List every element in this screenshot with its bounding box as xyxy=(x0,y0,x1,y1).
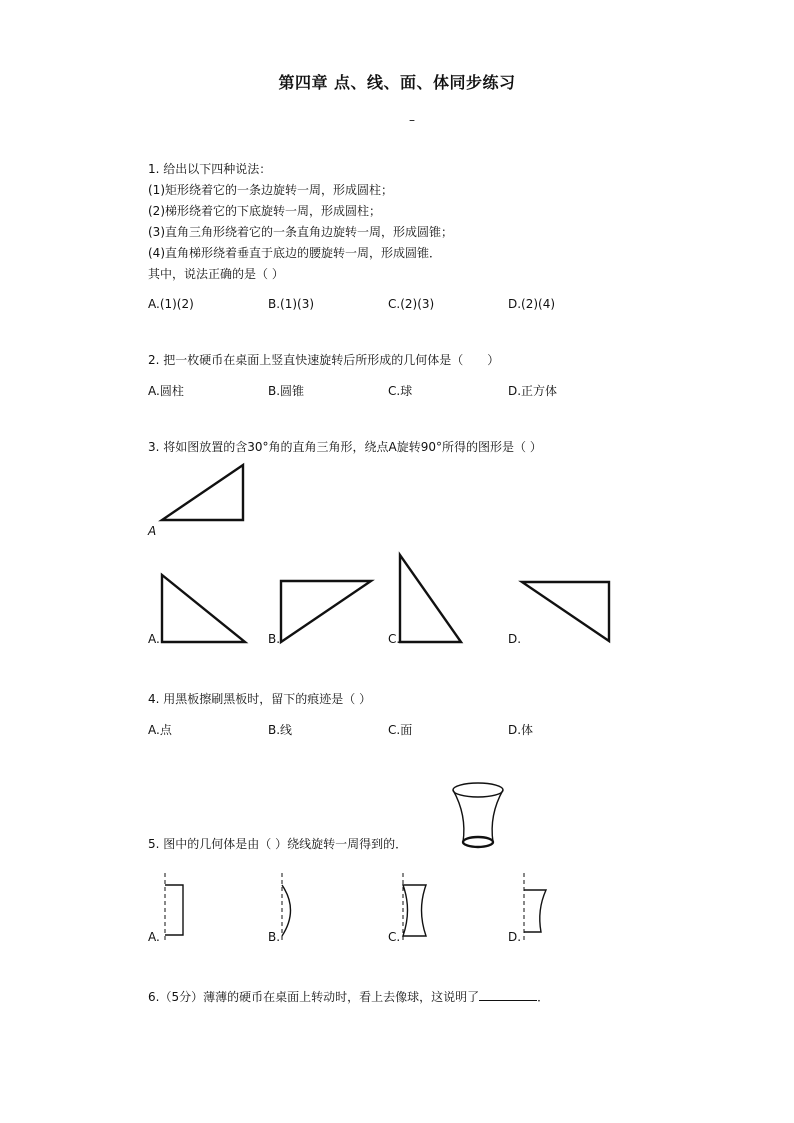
q4-option-a: A.点 xyxy=(148,723,172,737)
q6-end: ． xyxy=(537,990,550,1004)
q5-option-c-shape xyxy=(395,870,435,945)
q1-option-d: D.(2)(4) xyxy=(508,297,556,311)
q2-option-b: B.圆锥 xyxy=(268,384,305,398)
q5-option-a-shape xyxy=(158,870,198,945)
q4-option-d: D.体 xyxy=(508,723,534,737)
q1-statement-4: (4)直角梯形绕着垂直于底边的腰旋转一周，形成圆锥． xyxy=(148,246,442,260)
q3-option-a-triangle xyxy=(155,570,255,650)
q3-reference-triangle xyxy=(150,460,250,535)
q1-stem: 1. 给出以下四种说法： xyxy=(148,162,272,176)
q5-option-d: D. xyxy=(508,930,522,944)
q3-option-b: B. xyxy=(268,632,281,646)
q6-stem: 6.（5分）薄薄的硬币在桌面上转动时，看上去像球，这说明了 xyxy=(148,990,480,1004)
q1-question: 其中，说法正确的是（ ） xyxy=(148,267,284,281)
q3-point-a-label: A xyxy=(148,524,157,538)
q1-statement-2: (2)梯形绕着它的下底旋转一周，形成圆柱； xyxy=(148,204,381,218)
q4-option-b: B.线 xyxy=(268,723,293,737)
q3-option-d: D. xyxy=(508,632,522,646)
dash-mark: – xyxy=(409,113,415,127)
q3-option-a: A. xyxy=(148,632,160,646)
q2-option-c: C.球 xyxy=(388,384,413,398)
q5-option-b-shape xyxy=(277,870,317,945)
q4-option-c: C.面 xyxy=(388,723,413,737)
q1-option-b: B.(1)(3) xyxy=(268,297,315,311)
q3-option-b-triangle xyxy=(275,575,380,650)
q2-option-a: A.圆柱 xyxy=(148,384,184,398)
q3-option-c: C. xyxy=(388,632,401,646)
q5-option-b: B. xyxy=(268,930,281,944)
q3-option-d-triangle xyxy=(515,575,620,650)
q2-option-d: D.正方体 xyxy=(508,384,558,398)
q1-statement-1: (1)矩形绕着它的一条边旋转一周，形成圆柱； xyxy=(148,183,393,197)
q1-statement-3: (3)直角三角形绕着它的一条直角边旋转一周，形成圆锥； xyxy=(148,225,454,239)
q4-stem: 4. 用黑板擦刷黑板时，留下的痕迹是（ ） xyxy=(148,692,372,706)
q6-answer-blank[interactable] xyxy=(479,987,537,1001)
q5-option-a: A. xyxy=(148,930,160,944)
page-title: 第四章 点、线、面、体同步练习 xyxy=(278,73,516,92)
q5-solid-figure xyxy=(445,780,515,855)
q3-stem: 3. 将如图放置的含30°角的直角三角形，绕点A旋转90°所得的图形是（ ） xyxy=(148,440,542,454)
q3-option-c-triangle xyxy=(393,550,473,650)
q6-line xyxy=(148,987,549,1008)
q5-stem: 5. 图中的几何体是由（ ）绕线旋转一周得到的． xyxy=(148,837,408,851)
q5-option-c: C. xyxy=(388,930,401,944)
q2-stem: 2. 把一枚硬币在桌面上竖直快速旋转后所形成的几何体是（ ） xyxy=(148,353,500,367)
q1-option-a: A.(1)(2) xyxy=(148,297,194,311)
q1-option-c: C.(2)(3) xyxy=(388,297,435,311)
